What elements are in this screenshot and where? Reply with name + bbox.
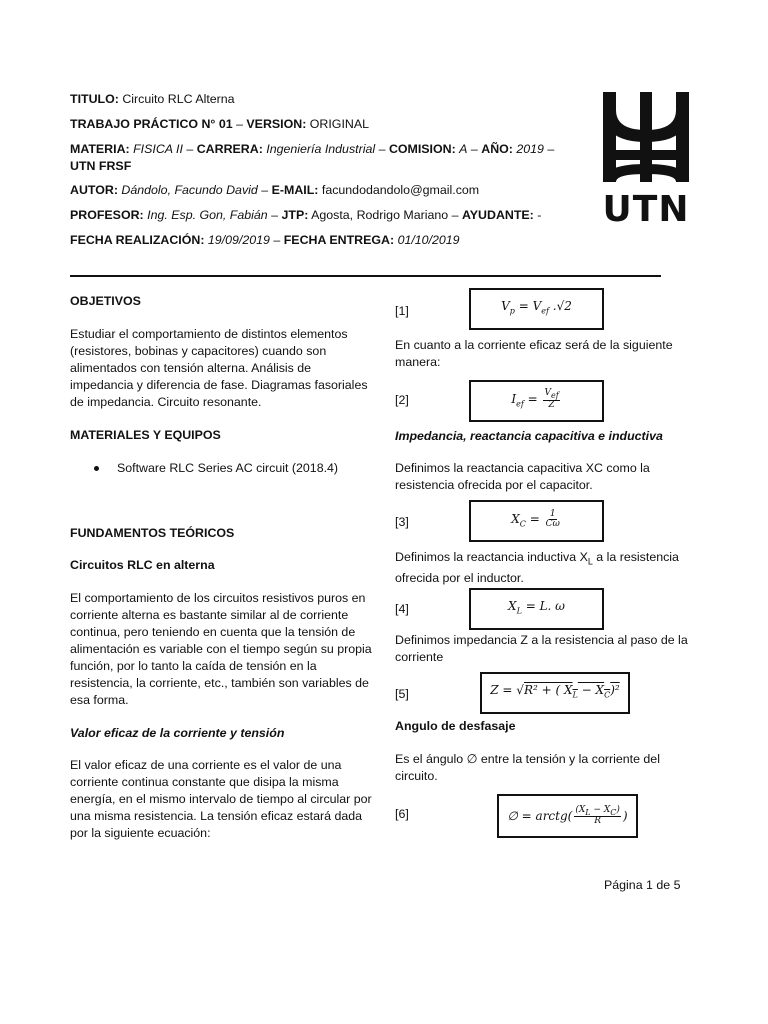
equation-4: $X_L = L$. ω xyxy=(508,599,565,616)
angulo-heading: Angulo de desfasaje xyxy=(395,719,516,733)
eq-label-5: [5] xyxy=(395,687,409,701)
equation-5: Z = √R² + ( $X_L - X_C)^2$ xyxy=(490,683,620,700)
fecha-realizacion-value: 19/09/2019 xyxy=(207,233,270,247)
objetivos-text: Estudiar el comportamiento de distintos elementos (resistores, bobinas y capacitores) cuando son alimentados con tensión alterna. Análisis de impedancia y diferencia de fase. Diagramas fasoriales de impedancia. Circuito resonante. xyxy=(70,327,368,409)
circuitos-text: El comportamiento de los circuitos resistivos puros en corriente alterna es bastante similar al de corriente continua, pero teniendo en cuenta que la tensión de alimentación es variable con el tiempo según su propia función, por lo tanto la caída de tensión en la resistencia, la corriente, etc., también son variables de esa forma. xyxy=(70,591,372,707)
eq-label-3: [3] xyxy=(395,515,409,529)
eq-label-2: [2] xyxy=(395,393,409,407)
autor-value: Dándolo, Facundo David xyxy=(121,183,258,197)
text-reactancia-inductiva: Definimos la reactancia inductiva $X_L$ a la resistencia ofrecida por el inductor. xyxy=(395,550,679,586)
header-tp: TRABAJO PRÁCTICO N° 01 – VERSION: ORIGINAL xyxy=(70,117,369,131)
titulo-value: Circuito RLC Alterna xyxy=(122,92,235,106)
circuitos-heading: Circuitos RLC en alterna xyxy=(70,558,215,572)
equation-2-box xyxy=(469,380,604,422)
jtp-value: Agosta, Rodrigo Mariano xyxy=(311,208,449,222)
fecha-entrega-value: 01/10/2019 xyxy=(397,233,460,247)
version-label: VERSION: xyxy=(246,117,307,131)
equation-5-box xyxy=(480,672,630,714)
impedancia-heading: Impedancia, reactancia capacitiva e inductiva xyxy=(395,429,663,443)
equation-3: $X_C$ = $\frac{1}{C\omega}$ xyxy=(511,508,560,529)
materiales-heading: MATERIALES Y EQUIPOS xyxy=(70,428,221,442)
header-divider xyxy=(70,275,661,277)
header-materia: MATERIA: FISICA II – CARRERA: Ingeniería Industrial – COMISION: A – AÑO: 2019 – UTN FRSF xyxy=(70,142,555,173)
materiales-item: Software RLC Series AC circuit (2018.4) xyxy=(117,461,339,475)
equation-3-box xyxy=(469,500,604,542)
page-number: Página 1 de 5 xyxy=(604,878,681,892)
equation-2: $I_{ef}$ = $\frac{V_{ef}}{Z}$ xyxy=(511,388,559,411)
email-value: facundodandolo@gmail.com xyxy=(321,183,480,197)
utn-logo-text: UTN xyxy=(602,189,690,230)
header-autor: AUTOR: Dándolo, Facundo David – E-MAIL: facundodandolo@gmail.com xyxy=(70,183,480,197)
equation-1-box xyxy=(469,288,604,330)
header-titulo xyxy=(70,91,235,108)
equation-1: $V_p = V_{ef}$ .√2 xyxy=(501,299,572,316)
text-reactancia-capacitiva: Definimos la reactancia capacitiva XC como la resistencia ofrecida por el capacitor. xyxy=(395,461,650,492)
equation-4-box xyxy=(469,588,604,630)
utn-logo xyxy=(601,90,691,232)
bullet-icon xyxy=(94,466,99,471)
text-corriente-eficaz: En cuanto a la corriente eficaz será de la siguiente manera: xyxy=(395,338,673,369)
fundamentos-heading: FUNDAMENTOS TEÓRICOS xyxy=(70,526,235,540)
objetivos-heading: OBJETIVOS xyxy=(70,294,141,308)
materia-value: FISICA II xyxy=(133,142,183,156)
comision-value: A xyxy=(459,142,468,156)
header-profesor: PROFESOR: Ing. Esp. Gon, Fabián – JTP: Agosta, Rodrigo Mariano – AYUDANTE: - xyxy=(70,208,542,222)
text-angulo: Es el ángulo ∅ entre la tensión y la corriente del circuito. xyxy=(395,752,660,783)
profesor-value: Ing. Esp. Gon, Fabián xyxy=(147,208,268,222)
valor-eficaz-text: El valor eficaz de una corriente es el valor de una corriente continua constante que disipa la misma energía, en el mismo intervalo de tiempo al circular por una misma resistencia. La tensión eficaz estará dada por la siguiente ecuación: xyxy=(70,758,372,840)
equation-6: ∅ = arctg( $\frac{(X_L - X_C)}{R}$ ) xyxy=(507,804,628,827)
valor-eficaz-heading: Valor eficaz de la corriente y tensión xyxy=(70,726,285,740)
eq-label-4: [4] xyxy=(395,602,409,616)
carrera-value: Ingeniería Industrial xyxy=(266,142,376,156)
eq-label-6: [6] xyxy=(395,807,409,821)
ayudante-value: - xyxy=(537,208,542,222)
equation-6-box xyxy=(497,794,638,838)
eq-label-1: [1] xyxy=(395,304,409,318)
text-impedancia: Definimos impedancia Z a la resistencia al paso de la corriente xyxy=(395,633,688,664)
titulo-label: TITULO: xyxy=(70,92,119,106)
version-value: ORIGINAL xyxy=(309,117,369,131)
header-fechas: FECHA REALIZACIÓN: 19/09/2019 – FECHA ENTREGA: 01/10/2019 xyxy=(70,233,460,247)
facultad-value: UTN FRSF xyxy=(70,159,132,173)
tp-label: TRABAJO PRÁCTICO N° 01 xyxy=(70,117,233,131)
anio-value: 2019 xyxy=(516,142,544,156)
